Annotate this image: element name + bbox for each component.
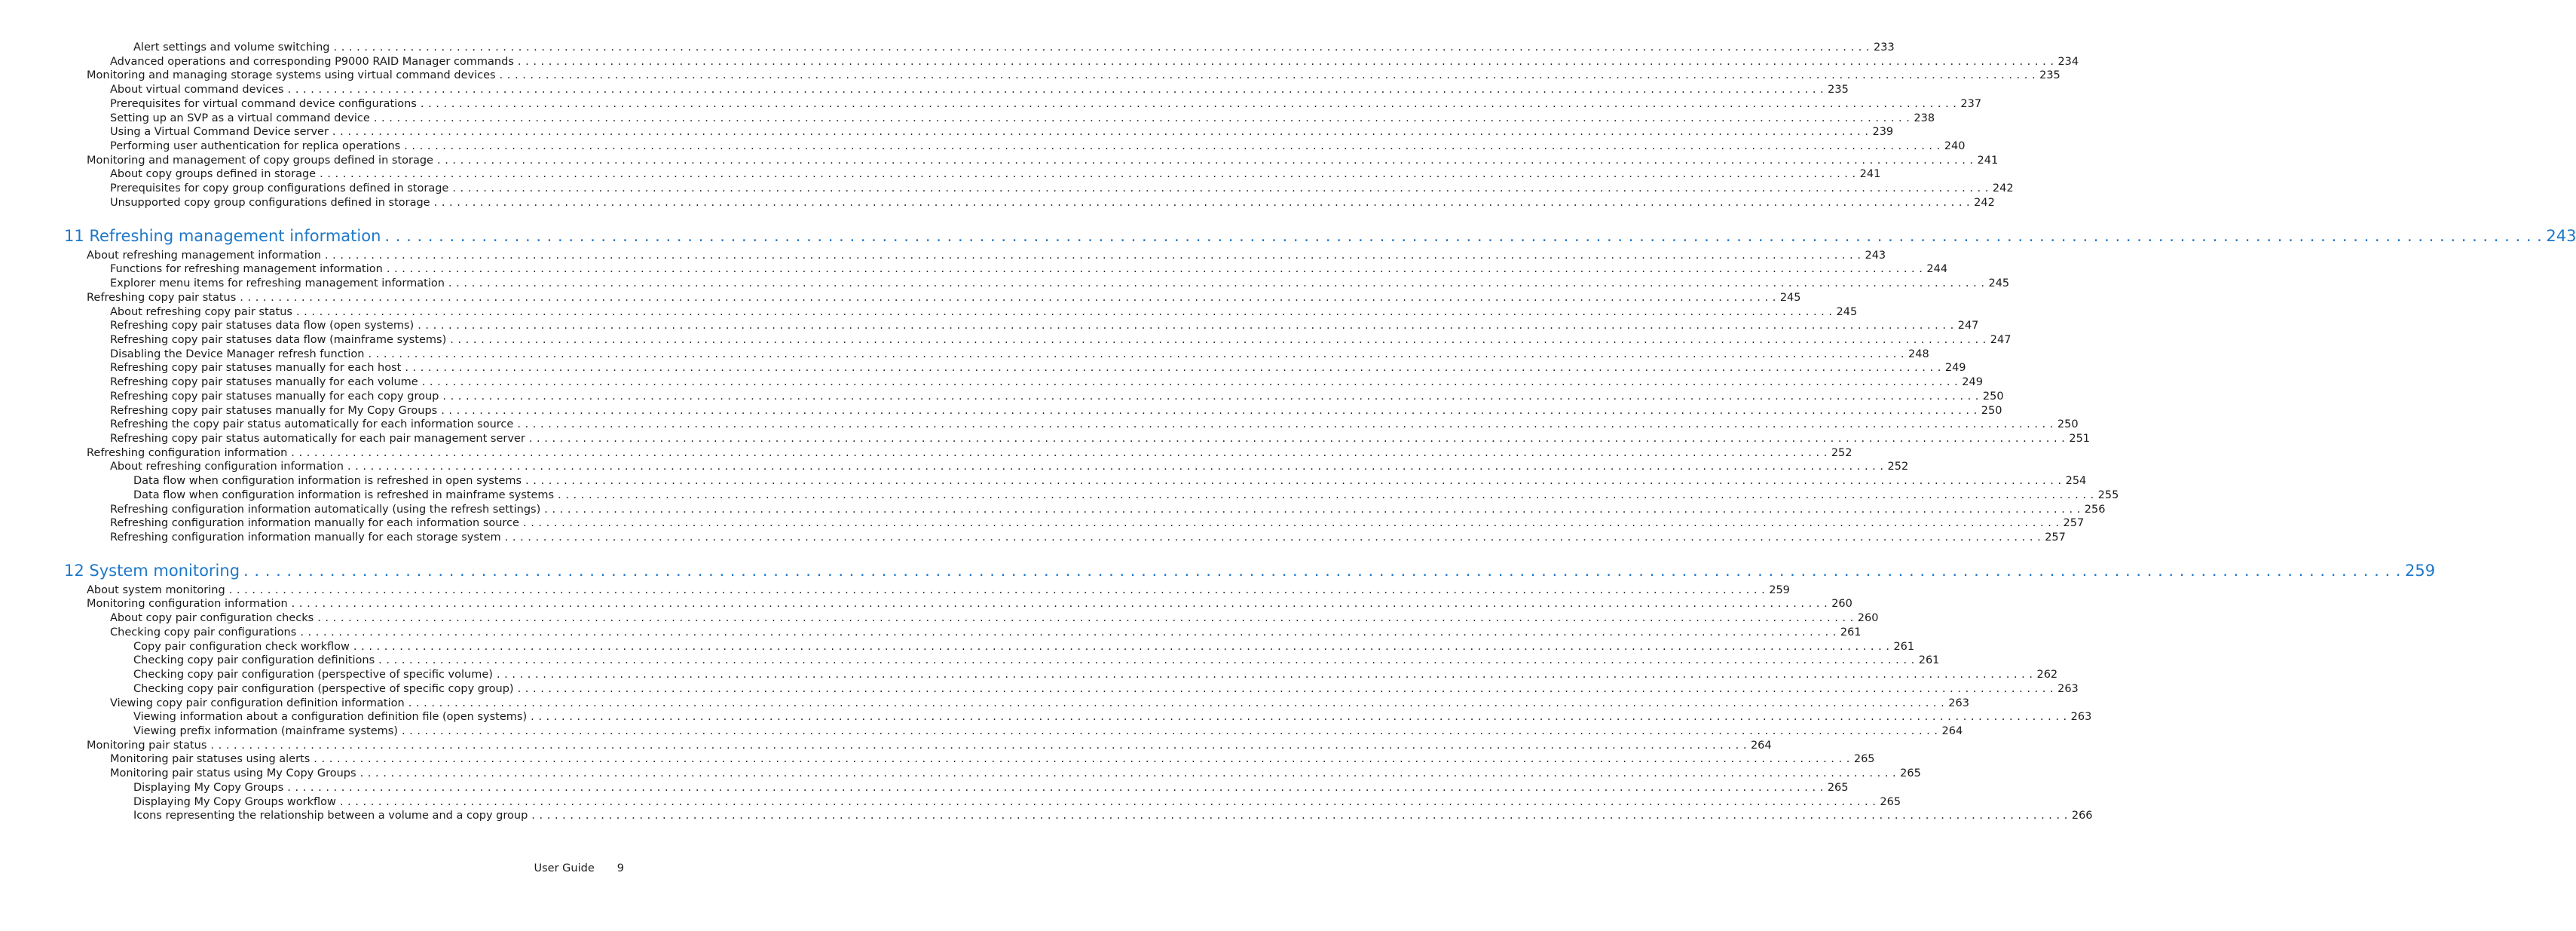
toc-entry-page: 241	[1977, 154, 1999, 167]
toc-chapter-entry[interactable]	[64, 560, 2436, 581]
dot-leader: . . . . . . . . . . . . . . . . . . . . . . . . . . . . . . . . . . . . . . . . . . . . . . . . . . . . . . . . . . . . . . . . . . . . . . . . . . . . . . . . . . . . . . . . . . . . . . . . . . . . . . . . . . . . . . . . . . . . . . . . . . . . . . . . . . . . . . . . . . . . . . . . . . . . . . . . . . . . . . . . . . . . . . . . . . . . . . . . . . . . . . . . . . . . . . . . . . . . . . . .	[295, 305, 1833, 318]
toc-entry[interactable]	[110, 262, 1948, 276]
toc-entry[interactable]	[110, 277, 2010, 290]
toc-entry-page: 260	[1831, 598, 1852, 611]
dot-leader: . . . . . . . . . . . . . . . . . . . . . . . . . . . . . . . . . . . . . . . . . . . . . . . . . . . . . . . . . . . . . . . . . . . . . . . . . . . . . . . . . . . . . . . . . . . . . . . . . . . . . . . . . . . . . . . . . . . . . . . . . . . . . . . . . . . . . . . . . . . . . . . . . . . . . . . . . . . . . . . . . . . . . . . . . . . . . . . . . . . . . . . . . . . . . . . . . . . . . . . .	[442, 390, 1979, 403]
toc-entry[interactable]	[110, 503, 2106, 516]
dot-leader: . . . . . . . . . . . . . . . . . . . . . . . . . . . . . . . . . . . . . . . . . . . . . . . . . . . . . . . . . . . . . . . . . . . . . . . . . . . . . . . . . . . . . . . . . . . . . . . . . . . . . . . . . . . . . . . . . . . . . . . . . . . . . . . . . . . . . . . . . . . . . . . . . . . . . . . . . . . . . . . . . . . . . . . . . . . . . . . . . . . . . . . . . . . . . . . . . . . . . . . .	[404, 140, 1941, 153]
toc-entry[interactable]	[133, 488, 2119, 502]
toc-entry[interactable]	[87, 249, 1886, 262]
toc-entry-page: 247	[1990, 333, 2012, 346]
page-footer	[534, 862, 624, 875]
dot-leader: . . . . . . . . . . . . . . . . . . . . . . . . . . . . . . . . . . . . . . . . . . . . . . . . . . . . . . . . . . . . . . . . . . . . . . . . . . . . . . . . . . . . . . . . . . . . . . . . . . . . . . . . . . . . . . . . . . . . . . . . . . . . . . . . . . . . . . . . . . . . . . . . . . . . . . . . . . . . . . . . . . . . . . . . . . . . . . . . . . . . . . . . . . . . . . . . . . . . . . . .	[433, 196, 1971, 209]
dot-leader: . . . . . . . . . . . . . . . . . . . . . . . . . . . . . . . . . . . . . . . . . . . . . . . . . . . . . . . . . . . . . . . . . . . . . . . . . . . . . . . . . . . . . . . . . . . . . . . . . . . . . . . . . . . . . . . . . . . . . . . . . . . . . . . . . . . . . . . . . . . . . . . . . . . . . . . . . . . . . . . . . . . . . . . . . . . . . . . . . . . . . . . . . . . . . . . . . . . . . . . .	[368, 348, 1905, 360]
toc-entry[interactable]	[110, 139, 1966, 153]
dot-leader: . . . . . . . . . . . . . . . . . . . . . . . . . . . . . . . . . . . . . . . . . . . . . . . . . . . . . . . . . . . . . . . . . . . . . . . . . . . . . . . . . . . . . . . . . . . . . . . . . . . . . . . . . . . . . . . . . . . . . . . . . . . . . . . . . . . . . . . . . . . . . . . . . . . . . . . . . . . . . . . . . . . . . . . . . . . . . . . . . . . . . . . . . . . . . . . . . . . . . . . .	[531, 810, 2068, 822]
dot-leader: . . . . . . . . . . . . . . . . . . . . . . . . . . . . . . . . . . . . . . . . . . . . . . . . . . . . . . . . . . . . . . . . . . . . . . . . . . . . . . . . . . . . . . . . . . . . . . . . . . . . . . . . . . . . . . . . . . . . . . . . . . . . . . . . . . . . . . . . . . . . . . . . . . . . . . . . . . . . . . . . . . . . . . . . . . . . . . . . . . . . . . . . . . . . . . . . . . . . . . . .	[450, 333, 1987, 346]
toc-entry[interactable]	[110, 348, 1929, 361]
toc-entry-page: 265	[1853, 753, 1875, 766]
dot-leader: . . . . . . . . . . . . . . . . . . . . . . . . . . . . . . . . . . . . . . . . . . . . . . . . . . . . . . . . . . . . . . . . . . . . . . . . . . . . . . . . . . . . . . . . . . . . . . . . . . . . . . . . . . . . . . . . . . . . . . . . . . . . . . . . . . . . . . . . . . . . . . . . . . . . . . . . . . . . . . . . . . . . . . . . . . . . . . . . . . . . . . . . . . . . . . . . . . . . . . . .	[558, 488, 2094, 501]
toc-entry[interactable]	[110, 418, 2079, 431]
toc-entry-page: 242	[1974, 196, 1995, 209]
dot-leader: . . . . . . . . . . . . . . . . . . . . . . . . . . . . . . . . . . . . . . . . . . . . . . . . . . . . . . . . . . . . . . . . . . . . . . . . . . . . . . . . . . . . . . . . . . . . . . . . . . . . . . . . . . . . . . . . . . . . . . . . . . . . . . . . . . . . . . . . . . . . . . . . . . . . . . . . . . . . . . . . . . . . . . . . . . . . . . . . . . . . . . . . . . . . . . . . . . . . . . . .	[504, 531, 2042, 544]
toc-entry[interactable]	[133, 474, 2087, 488]
toc-entry-page: 250	[2057, 418, 2079, 431]
toc-entry-title: Checking copy pair configuration (perspective of specific copy group)	[133, 682, 514, 695]
dot-leader: . . . . . . . . . . . . . . . . . . . . . . . . . . . . . . . . . . . . . . . . . . . . . . . . . . . . . . . . . . . . . . . . . . . . . . . . . . . . . . . . . . . . . . . . . . . . . . . . . . . . . . . . . . . . . . . . . . . . . . . . . . . . . . . . . . . . . . . . . . . . . . . . . . . . . . . . . . . . . . . . . . . . . . . . . . . . . . . . . . . . . . . . . . . . . . . . . . . . . . . .	[421, 376, 1959, 389]
toc-entry-page: 241	[1859, 168, 1881, 181]
toc-entry[interactable]	[110, 305, 1858, 319]
toc-entry-page: 235	[1828, 84, 1849, 96]
toc-entry[interactable]	[110, 182, 2014, 195]
toc-entry[interactable]	[110, 125, 1894, 139]
toc-entry[interactable]	[110, 516, 2085, 530]
toc-entry-title: Monitoring and managing storage systems using virtual command devices	[87, 69, 496, 82]
toc-entry-title: About refreshing management information	[87, 249, 321, 262]
dot-leader: . . . . . . . . . . . . . . . . . . . . . . . . . . . . . . . . . . . . . . . . . . . . . . . . . . . . . . . . . . . . . . . . . . . . . . . . . . . . . . . . . . . . . . . . . . . . . . . . . . . . . . . . . . . . . . . . . . . . . . . . . . . . . . . . . . . . . . . . . . . . . . . . . . . . . . . . . . . . . . . . . . . . . . . . . . . . . . . . . . . . . . . . . . . . . . . . . . . . . . . .	[528, 433, 2066, 445]
toc-entry-page: 239	[1872, 126, 1894, 139]
toc-entry-title: About refreshing copy pair status	[110, 305, 292, 318]
toc-entry-page: 256	[2084, 503, 2106, 516]
dot-leader: . . . . . . . . . . . . . . . . . . . . . . . . . . . . . . . . . . . . . . . . . . . . . . . . . . . . . . . . . . . . . . . . . . . . . . . . . . . . . . . . . . . . . . . . . . . . . . . . . . . . . . . . . . . . . . . . . . . . . . . . . . . . . . . . . . . . . . . . . . . . . . . . . . . . . . . . . . . . . . . . . . . . . . . . . . . . . . . . . . . . . . . . . . . . . . . . . . . . . . . .	[517, 418, 2054, 431]
toc-entry[interactable]	[133, 41, 1895, 54]
dot-leader: . . . . . . . . . . . . . . . . . . . . . . . . . . . . . . . . . . . . . . . . . . . . . . . . . . . . . . . . . . . . . . . . . . . . . . . . . . . . . . . . . . . . . . . . . . . . . . . . . . . . . . . . . . . . . . . . . . . . . . . . . . . . . . . . . . . . . . . . . . . . . . . . . . . . . . . . . . . . . . . . . . . . . . . . . . . . . . . . . . . . . . . . . . . . . . . . . . . . . . . .	[240, 291, 1776, 304]
toc-entry[interactable]	[110, 97, 1982, 111]
toc-entry-title: About virtual command devices	[110, 84, 284, 96]
toc-entry-title: Viewing prefix information (mainframe systems)	[133, 724, 398, 737]
toc-entry[interactable]	[110, 611, 1879, 625]
toc-entry-page: 259	[1769, 583, 1790, 596]
toc-entry-title: 11 Refreshing management information	[64, 226, 381, 245]
toc-entry-page: 245	[1836, 305, 1858, 318]
toc-entry-title: Monitoring pair status using My Copy Groups	[110, 767, 356, 780]
toc-entry-page: 249	[1944, 362, 1966, 375]
toc-entry-page: 245	[1988, 277, 2010, 290]
toc-entry-page: 245	[1779, 291, 1801, 304]
toc-entry-page: 259	[2404, 561, 2436, 580]
toc-entry-page: 249	[1962, 376, 1983, 389]
toc-entry[interactable]	[110, 767, 1921, 780]
toc-entry[interactable]	[110, 196, 1995, 210]
toc-entry-page: 261	[1893, 640, 1915, 653]
dot-leader: . . . . . . . . . . . . . . . . . . . . . . . . . . . . . . . . . . . . . . . . . . . . . . . . . . . . . . . . . . . . . . . . . . . . . . . . . . . . . . . . . . . . . . . . . . . . . . . . . . . . . . . . . . . . . . . . . . . . . . . . . . . . . . . . . . . . . . . . . . . . . . . . . . . . . . . . . . . . . . . . . . . . . . . . . . . . . . . . . . . . . . . . . . . . . . . . . . . . . . . .	[420, 97, 1957, 110]
toc-entry-page: 257	[2063, 517, 2085, 530]
toc-chapter-entry[interactable]	[64, 225, 2576, 247]
toc-entry-title: Monitoring configuration information	[87, 598, 288, 611]
toc-entry[interactable]	[133, 668, 2058, 681]
toc-entry[interactable]	[110, 361, 1966, 375]
toc-entry-page: 240	[1944, 140, 1966, 153]
page-number: 9	[616, 862, 624, 874]
toc-entry-title: Displaying My Copy Groups workflow	[133, 795, 336, 808]
toc-entry-title: Viewing information about a configuration definition file (open systems)	[133, 711, 528, 724]
toc-entry[interactable]	[110, 404, 2002, 418]
dot-leader: . . . . . . . . . . . . . . . . . . . . . . . . . . . . . . . . . . . . . . . . . . . . . . . . . . . . . . . . . . . . . . . . . . . . . . . . . . . . . . . . . . . . . . . . . . . . . . . . . . . . . . . . . . . . . . . . . . . . . . . . . . . . . . . . . . . . . . . . . . . . . . . . . . . . . . . . . . . . . . . . . . . . . . . . . . . . . . . . . . . . . . . . . . . . . . . . . . . . . . . .	[531, 711, 2067, 724]
toc-entry-title: Refreshing copy pair statuses manually for each copy group	[110, 390, 439, 403]
dot-leader: . . . . . . . . . . . . . . . . . . . . . . . . . . . . . . . . . . . . . . . . . . . . . . . . . . . . . . . . . . . . . . . . . . . . . . . . . . . . . . . . . . . . . . . . . . . . . . . . . . . . . . . . . . . . . . . . . . . . . . . . . . . . . . . . . . . . . . . . . . . . . . . . . . . . . . . . . . . . . . . . . . . . . . . . . . . . . . . . . . . . . . . . . . . . . . . . . . . . . . . .	[300, 626, 1837, 639]
toc-entry[interactable]	[110, 460, 1909, 473]
toc-entry-title: Refreshing copy pair statuses data flow (mainframe systems)	[110, 333, 447, 346]
toc-entry[interactable]	[133, 710, 2092, 724]
toc-entry[interactable]	[133, 724, 1963, 738]
dot-leader: . . . . . . . . . . . . . . . . . . . . . . . . . . . . . . . . . . . . . . . . . . . . . . . . . . . . . . . . . . . . . . . . . . . . . . . . . . . . . . . . . . . . . . . . . . . . . . . . . . . . . . . . . . . . . . . . . . . . . . . . . . . . . . . . . . . . . . . . . . . . . . . . . . . . . . . . . . . . . . . . . . . . . . . . . . . . . . . . . . . . . . . . . . . . . . . . . . . . . . . .	[291, 598, 1828, 611]
toc-entry-page: 257	[2045, 531, 2066, 544]
toc-entry-title: About copy pair configuration checks	[110, 612, 314, 625]
dot-leader: . . . . . . . . . . . . . . . . . . . . . . . . . . . . . . . . . . . . . . . . . . . . . . . . . . . . . . . . . . . . . . . . . . . . . . . . . . . . . . . . . . . . . . . . . . . . . . . . . . . . . . . . . . . . . . . . . . . . . . . . . . . . . . . . . . . . . . . . . . . . . . . . . . . . . . . . . . . . . . . . . . . . . . . . . . . . . . . . . . . . . . . . . . . . . . . . . . . . . . . .	[320, 168, 1856, 181]
toc-entry[interactable]	[110, 83, 1849, 96]
dot-leader: . . . . . . . . . . . . . . . . . . . . . . . . . . . . . . . . . . . . . . . . . . . . . . . . . . . . . . . . . . . . . . . . . . . . . . . . . . . . . . . . . . . . . . . . . . . . . . . . . . . . . . . . . . . . . . . . . . . . . . . . . . . . . . . . . . . . . . . . . . . . . . . . . . . . . . . . . . . . . . . . . . . . . . . . . . . . . . . . . . . . . . . . . . . . . . . . . . . . . . . .	[384, 226, 2543, 245]
toc-entry-title: Prerequisites for copy group configurations defined in storage	[110, 182, 449, 195]
toc-entry-title: Refreshing copy pair statuses manually for each host	[110, 362, 402, 375]
toc-entry-title: Copy pair configuration check workflow	[133, 640, 350, 653]
toc-entry-title: About copy groups defined in storage	[110, 168, 317, 181]
dot-leader: . . . . . . . . . . . . . . . . . . . . . . . . . . . . . . . . . . . . . . . . . . . . . . . . . . . . . . . . . . . . . . . . . . . . . . . . . . . . . . . . . . . . . . . . . . . . . . . . . . . . . . . . . . . . . . . . . . . . . . . . . . . . . . . . . . . . . . . . . . . . . . . . . . . . . . . . . . . . . . . . . . . . . . . . . . . . . . . . . . . . . . . . . . . . . . . . . . . . . . . .	[287, 781, 1824, 794]
toc-entry[interactable]	[133, 781, 1849, 795]
dot-leader: . . . . . . . . . . . . . . . . . . . . . . . . . . . . . . . . . . . . . . . . . . . . . . . . . . . . . . . . . . . . . . . . . . . . . . . . . . . . . . . . . . . . . . . . . . . . . . . . . . . . . . . . . . . . . . . . . . . . . . . . . . . . . . . . . . . . . . . . . . . . . . . . . . . . . . . . . . . . . . . . . . . . . . . . . . . . . . . . . . . . . . . . . . . . . . . . . . . . . . . .	[522, 517, 2060, 530]
toc-entry-page: 263	[2057, 682, 2079, 695]
toc-entry-title: Refreshing copy pair statuses manually for each volume	[110, 376, 418, 389]
toc-entry[interactable]	[110, 697, 1969, 710]
toc-entry-title: Setting up an SVP as a virtual command device	[110, 112, 370, 124]
toc-entry[interactable]	[133, 654, 1940, 667]
toc-entry-page: 252	[1831, 446, 1852, 459]
toc-entry[interactable]	[110, 626, 1862, 639]
toc-entry-page: 255	[2097, 488, 2119, 501]
toc-entry[interactable]	[87, 291, 1801, 305]
toc-entry-title: Refreshing configuration information manually for each storage system	[110, 531, 501, 544]
dot-leader: . . . . . . . . . . . . . . . . . . . . . . . . . . . . . . . . . . . . . . . . . . . . . . . . . . . . . . . . . . . . . . . . . . . . . . . . . . . . . . . . . . . . . . . . . . . . . . . . . . . . . . . . . . . . . . . . . . . . . . . . . . . . . . . . . . . . . . . . . . . . . . . . . . . . . . . . . . . . . . . . . . . . . . . . . . . . . . . . . . . . . . . . . . . . . . . . . . . . . . . .	[517, 55, 2054, 68]
dot-leader: . . . . . . . . . . . . . . . . . . . . . . . . . . . . . . . . . . . . . . . . . . . . . . . . . . . . . . . . . . . . . . . . . . . . . . . . . . . . . . . . . . . . . . . . . . . . . . . . . . . . . . . . . . . . . . . . . . . . . . . . . . . . . . . . . . . . . . . . . . . . . . . . . . . . . . . . . . . . . . . . . . . . . . . . . . . . . . . . . . . . . . . . . . . . . . . . . . . . . . . .	[496, 669, 2033, 681]
dot-leader: . . . . . . . . . . . . . . . . . . . . . . . . . . . . . . . . . . . . . . . . . . . . . . . . . . . . . . . . . . . . . . . . . . . . . . . . . . . . . . . . . . . . . . . . . . . . . . . . . . . . . . . . . . . . . . . . . . . . . . . . . . . . . . . . . . . . . . . . . . . . . . . . . . . . . . . . . . . . . . . . . . . . . . . . . . . . . . . . . . . . . . . . . . . . . . . . . . . . . . . .	[401, 724, 1938, 737]
toc-entry-page: 264	[1750, 739, 1772, 752]
toc-entry[interactable]	[110, 319, 1979, 332]
toc-entry[interactable]	[110, 167, 1881, 181]
toc-entry-page: 235	[2039, 69, 2060, 82]
dot-leader: . . . . . . . . . . . . . . . . . . . . . . . . . . . . . . . . . . . . . . . . . . . . . . . . . . . . . . . . . . . . . . . . . . . . . . . . . . . . . . . . . . . . . . . . . . . . . . . . . . . . . . . . . . . . . . . . . . . . . . . . . . . . . . . . . . . . . . . . . . . . . . . . . . . . . . . . . . . . . . . . . . . . . . . . . . . . . . . . . . . . . . . . . . . . . . . . . . . . . . . .	[544, 503, 2081, 516]
toc-entry-title: 12 System monitoring	[64, 561, 240, 580]
dot-leader: . . . . . . . . . . . . . . . . . . . . . . . . . . . . . . . . . . . . . . . . . . . . . . . . . . . . . . . . . . . . . . . . . . . . . . . . . . . . . . . . . . . . . . . . . . . . . . . . . . . . . . . . . . . . . . . . . . . . . . . . . . . . . . . . . . . . . . . . . . . . . . . . . . . . . . . . . . . . . . . . . . . . . . . . . . . . . . . . . . . . . . . . . . . . . . . . . . . . . . . .	[339, 795, 1877, 808]
toc-entry-title: Advanced operations and corresponding P9000 RAID Manager commands	[110, 55, 514, 68]
toc-entry-page: 250	[1982, 390, 2004, 403]
dot-leader: . . . . . . . . . . . . . . . . . . . . . . . . . . . . . . . . . . . . . . . . . . . . . . . . . . . . . . . . . . . . . . . . . . . . . . . . . . . . . . . . . . . . . . . . . . . . . . . . . . . . . . . . . . . . . . . . . . . . . . . . . . . . . . . . . . . . . . . . . . . . . . . . . . . . . . . . . . . . . . . . . . . . . . . . . . . . . . . . . . . . . . . . . . . . . . . . . . . . . . . .	[517, 682, 2054, 695]
footer-label: User Guide	[534, 862, 595, 874]
toc-entry-title: Functions for refreshing management information	[110, 263, 383, 276]
toc-entry-title: Alert settings and volume switching	[133, 41, 330, 54]
dot-leader: . . . . . . . . . . . . . . . . . . . . . . . . . . . . . . . . . . . . . . . . . . . . . . . . . . . . . . . . . . . . . . . . . . . . . . . . . . . . . . . . . . . . . . . . . . . . . . . . . . . . . . . . . . . . . . . . . . . . . . . . . . . . . . . . . . . . . . . . . . . . . . . . . . . . . . . . . . . . . . . . . . . . . . . . . . . . . . . . . . . . . . . . . . . . . . . . . . . . . . . .	[436, 154, 1974, 167]
toc-entry[interactable]	[110, 432, 2091, 446]
toc-entry-title: Refreshing the copy pair status automatically for each information source	[110, 418, 514, 431]
toc-entry-title: Refreshing copy pair status	[87, 291, 237, 304]
toc-entry-title: Using a Virtual Command Device server	[110, 126, 329, 139]
toc-entry-page: 243	[1865, 249, 1886, 262]
toc-entry-title: Monitoring pair statuses using alerts	[110, 753, 311, 766]
dot-leader: . . . . . . . . . . . . . . . . . . . . . . . . . . . . . . . . . . . . . . . . . . . . . . . . . . . . . . . . . . . . . . . . . . . . . . . . . . . . . . . . . . . . . . . . . . . . . . . . . . . . . . . . . . . . . . . . . . . . . . . . . . . . . . . . . . . . . . . . . . . . . . . . . . . . . . . . . . . . . . . . . . . . . . . . . . . . . . . . . . . . . . . . . . . . . . . . . . . . . . . .	[324, 249, 1862, 262]
toc-entry-page: 261	[1840, 626, 1862, 639]
dot-leader: . . . . . . . . . . . . . . . . . . . . . . . . . . . . . . . . . . . . . . . . . . . . . . . . . . . . . . . . . . . . . . . . . . . . . . . . . . . . . . . . . . . . . . . . . . . . . . . . . . . . . . . . . . . . . . . . . . . . . . . . . . . . . . . . . . . . . . . . . . . . . . . . . . . . . . . . . . . . . . . . . . . . . . . . . . . . . . . . . . . . . . . . . . . . . . . . . . . . . . . .	[210, 739, 1747, 752]
toc-entry-title: Checking copy pair configuration definitions	[133, 654, 375, 667]
toc-entry-page: 251	[2069, 433, 2091, 445]
toc-entry-page: 242	[1992, 182, 2014, 195]
dot-leader: . . . . . . . . . . . . . . . . . . . . . . . . . . . . . . . . . . . . . . . . . . . . . . . . . . . . . . . . . . . . . . . . . . . . . . . . . . . . . . . . . . . . . . . . . . . . . . . . . . . . . . . . . . . . . . . . . . . . . . . . . . . . . . . . . . . . . . . . . . . . . . . . . . . . . . . . . . . . . . . . . . . . . . . . . . . . . . . . . . . . . . . . . . . . . . . . . . . . . . . .	[291, 446, 1828, 459]
dot-leader: . . . . . . . . . . . . . . . . . . . . . . . . . . . . . . . . . . . . . . . . . . . . . . . . . . . . . . . . . . . . . . . . . . . . . . . . . . . . . . . . . . . . . . . . . . . . . . . . . . . . . . . . . . . . . . . . . . . . . . . . . . . . . . . . . . . . . . . . . . . . . . . . . . . . . . . . . . . . . . . . . . . . . . . . . . . . . . . . . . . . . . . . . . . . . . . . . . . . . . . .	[499, 69, 2036, 82]
dot-leader: . . . . . . . . . . . . . . . . . . . . . . . . . . . . . . . . . . . . . . . . . . . . . . . . . . . . . . . . . . . . . . . . . . . . . . . . . . . . . . . . . . . . . . . . . . . . . . . . . . . . . . . . . . . . . . . . . . . . . . . . . . . . . . . . . . . . . . . . . . . . . . . . . . . . . . . . . . . . . . . . . . . . . . . . . . . . . . . . . . . . . . . . . . . . . . . . . . . . . . . .	[332, 126, 1869, 139]
toc-entry[interactable]	[110, 752, 1875, 766]
toc-entry-title: Performing user authentication for replica operations	[110, 140, 401, 153]
toc-entry-page: 254	[2065, 475, 2087, 488]
toc-entry-title: About refreshing configuration information	[110, 461, 344, 473]
toc-entry-page: 264	[1941, 724, 1963, 737]
dot-leader: . . . . . . . . . . . . . . . . . . . . . . . . . . . . . . . . . . . . . . . . . . . . . . . . . . . . . . . . . . . . . . . . . . . . . . . . . . . . . . . . . . . . . . . . . . . . . . . . . . . . . . . . . . . . . . . . . . . . . . . . . . . . . . . . . . . . . . . . . . . . . . . . . . . . . . . . . . . . . . . . . . . . . . . . . . . . . . . . . . . . . . . . . . . . . . . . . . . . . . . .	[418, 320, 1954, 332]
toc-entry-page: 266	[2071, 810, 2093, 822]
toc-entry-title: Refreshing configuration information	[87, 446, 288, 459]
toc-entry[interactable]	[87, 154, 1999, 167]
toc-entry-page: 262	[2036, 669, 2058, 681]
dot-leader: . . . . . . . . . . . . . . . . . . . . . . . . . . . . . . . . . . . . . . . . . . . . . . . . . . . . . . . . . . . . . . . . . . . . . . . . . . . . . . . . . . . . . . . . . . . . . . . . . . . . . . . . . . . . . . . . . . . . . . . . . . . . . . . . . . . . . . . . . . . . . . . . . . . . . . . . . . . . . . . . . . . . . . . . . . . . . . . . . . . . . . . . . . . . . . . . . . . . . . . .	[452, 182, 1989, 195]
dot-leader: . . . . . . . . . . . . . . . . . . . . . . . . . . . . . . . . . . . . . . . . . . . . . . . . . . . . . . . . . . . . . . . . . . . . . . . . . . . . . . . . . . . . . . . . . . . . . . . . . . . . . . . . . . . . . . . . . . . . . . . . . . . . . . . . . . . . . . . . . . . . . . . . . . . . . . . . . . . . . . . . . . . . . . . . . . . . . . . . . . . . . . . . . . . . . . . . . . . . . . . .	[441, 404, 1978, 417]
toc-entry[interactable]	[87, 446, 1852, 460]
toc-entry[interactable]	[87, 583, 1790, 597]
toc-entry-page: 263	[1948, 697, 1969, 709]
toc-entry[interactable]	[110, 55, 2079, 69]
dot-leader: . . . . . . . . . . . . . . . . . . . . . . . . . . . . . . . . . . . . . . . . . . . . . . . . . . . . . . . . . . . . . . . . . . . . . . . . . . . . . . . . . . . . . . . . . . . . . . . . . . . . . . . . . . . . . . . . . . . . . . . . . . . . . . . . . . . . . . . . . . . . . . . . . . . . . . . . . . . . . . . . . . . . . . . . . . . . . . . . . . . . . . . . . . . . . . . . . . . . . . . .	[333, 41, 1871, 54]
toc-entry-title: About system monitoring	[87, 583, 225, 596]
toc-entry[interactable]	[87, 69, 2060, 82]
toc-entry[interactable]	[87, 739, 1772, 752]
dot-leader: . . . . . . . . . . . . . . . . . . . . . . . . . . . . . . . . . . . . . . . . . . . . . . . . . . . . . . . . . . . . . . . . . . . . . . . . . . . . . . . . . . . . . . . . . . . . . . . . . . . . . . . . . . . . . . . . . . . . . . . . . . . . . . . . . . . . . . . . . . . . . . . . . . . . . . . . . . . . . . . . . . . . . . . . . . . . . . . . . . . . . . . . . . . . . . . . . . . . . . . .	[359, 767, 1897, 780]
toc-entry[interactable]	[133, 682, 2079, 696]
toc-entry-page: 247	[1957, 320, 1979, 332]
toc-entry-title: Displaying My Copy Groups	[133, 781, 284, 794]
toc-entry[interactable]	[110, 333, 2012, 347]
toc-entry-page: 265	[1827, 781, 1849, 794]
toc-entry-page: 243	[2546, 226, 2576, 245]
toc-entry-title: Refreshing copy pair statuses data flow (open systems)	[110, 320, 415, 332]
toc-entry[interactable]	[133, 640, 1915, 654]
dot-leader: . . . . . . . . . . . . . . . . . . . . . . . . . . . . . . . . . . . . . . . . . . . . . . . . . . . . . . . . . . . . . . . . . . . . . . . . . . . . . . . . . . . . . . . . . . . . . . . . . . . . . . . . . . . . . . . . . . . . . . . . . . . . . . . . . . . . . . . . . . . . . . . . . . . . . . . . . . . . . . . . . . . . . . . . . . . . . . . . . . . . . . . . . . . . . . . . . . . . . . . .	[353, 640, 1890, 653]
dot-leader: . . . . . . . . . . . . . . . . . . . . . . . . . . . . . . . . . . . . . . . . . . . . . . . . . . . . . . . . . . . . . . . . . . . . . . . . . . . . . . . . . . . . . . . . . . . . . . . . . . . . . . . . . . . . . . . . . . . . . . . . . . . . . . . . . . . . . . . . . . . . . . . . . . . . . . . . . . . . . . . . . . . . . . . . . . . . . . . . . . . . . . . . . . . . . . . . . . . . . . . .	[314, 753, 1850, 766]
toc-entry-title: Data flow when configuration information is refreshed in mainframe systems	[133, 488, 555, 501]
toc-entry[interactable]	[110, 531, 2066, 544]
toc-entry-title: Viewing copy pair configuration definition information	[110, 697, 405, 709]
dot-leader: . . . . . . . . . . . . . . . . . . . . . . . . . . . . . . . . . . . . . . . . . . . . . . . . . . . . . . . . . . . . . . . . . . . . . . . . . . . . . . . . . . . . . . . . . . . . . . . . . . . . . . . . . . . . . . . . . . . . . . . . . . . . . . . . . . . . . . . . . . . . . . . . . . . . . . . . . . . . . . . . . . . . . . . . . . . . . . . . . . . . . . . . . . . . . . . . . . . . . . . .	[317, 612, 1854, 625]
toc-entry-title: Monitoring pair status	[87, 739, 207, 752]
toc-entry-title: Disabling the Device Manager refresh function	[110, 348, 365, 360]
toc-entry-title: Refreshing configuration information manually for each information source	[110, 517, 519, 530]
dot-leader: . . . . . . . . . . . . . . . . . . . . . . . . . . . . . . . . . . . . . . . . . . . . . . . . . . . . . . . . . . . . . . . . . . . . . . . . . . . . . . . . . . . . . . . . . . . . . . . . . . . . . . . . . . . . . . . . . . . . . . . . . . . . . . . . . . . . . . . . . . . . . . . . . . . . . . . . . . . . . . . . . . . . . . . . . . . . . . . . . . . . . . . . . . . . . . . . . . . . . . . .	[347, 461, 1884, 473]
toc-entry-page: 260	[1857, 612, 1879, 625]
toc-entry-title: Explorer menu items for refreshing management information	[110, 277, 445, 290]
toc-entry[interactable]	[133, 809, 2093, 822]
toc-entry-title: Data flow when configuration information is refreshed in open systems	[133, 475, 522, 488]
toc-entry-page: 237	[1960, 97, 1982, 110]
toc-entry[interactable]	[110, 390, 2004, 403]
toc-entry-title: Checking copy pair configuration (perspective of specific volume)	[133, 669, 493, 681]
dot-leader: . . . . . . . . . . . . . . . . . . . . . . . . . . . . . . . . . . . . . . . . . . . . . . . . . . . . . . . . . . . . . . . . . . . . . . . . . . . . . . . . . . . . . . . . . . . . . . . . . . . . . . . . . . . . . . . . . . . . . . . . . . . . . . . . . . . . . . . . . . . . . . . . . . . . . . . . . . . . . . . . . . . . . . . . . . . . . . . . . . . . . . . . . . . . . . . . . . . . . . . .	[373, 112, 1911, 124]
toc-entry-title: Refreshing copy pair status automatically for each pair management server	[110, 433, 525, 445]
dot-leader: . . . . . . . . . . . . . . . . . . . . . . . . . . . . . . . . . . . . . . . . . . . . . . . . . . . . . . . . . . . . . . . . . . . . . . . . . . . . . . . . . . . . . . . . . . . . . . . . . . . . . . . . . . . . . . . . . . . . . . . . . . . . . . . . . . . . . . . . . . . . . . . . . . . . . . . . . . . . . . . . . . . . . . . . . . . . . . . . . . . . . . . . . . . . . . . . . . . . . . . .	[243, 561, 2401, 580]
dot-leader: . . . . . . . . . . . . . . . . . . . . . . . . . . . . . . . . . . . . . . . . . . . . . . . . . . . . . . . . . . . . . . . . . . . . . . . . . . . . . . . . . . . . . . . . . . . . . . . . . . . . . . . . . . . . . . . . . . . . . . . . . . . . . . . . . . . . . . . . . . . . . . . . . . . . . . . . . . . . . . . . . . . . . . . . . . . . . . . . . . . . . . . . . . . . . . . . . . . . . . . .	[378, 654, 1915, 667]
toc-entry[interactable]	[110, 375, 1983, 389]
toc-entry-title: Refreshing copy pair statuses manually for My Copy Groups	[110, 404, 438, 417]
toc-entry-page: 265	[1880, 795, 1901, 808]
toc-entry-page: 265	[1900, 767, 1921, 780]
toc-entry-page: 233	[1874, 41, 1895, 54]
toc-entry[interactable]	[110, 112, 1935, 125]
toc-entry-page: 244	[1926, 263, 1948, 276]
toc-entry-title: Refreshing configuration information automatically (using the refresh settings)	[110, 503, 541, 516]
toc-entry-title: Monitoring and management of copy groups defined in storage	[87, 154, 433, 167]
toc-entry-page: 263	[2070, 711, 2092, 724]
dot-leader: . . . . . . . . . . . . . . . . . . . . . . . . . . . . . . . . . . . . . . . . . . . . . . . . . . . . . . . . . . . . . . . . . . . . . . . . . . . . . . . . . . . . . . . . . . . . . . . . . . . . . . . . . . . . . . . . . . . . . . . . . . . . . . . . . . . . . . . . . . . . . . . . . . . . . . . . . . . . . . . . . . . . . . . . . . . . . . . . . . . . . . . . . . . . . . . . . . . . . . . .	[228, 583, 1766, 596]
toc-entry-title: Checking copy pair configurations	[110, 626, 297, 639]
dot-leader: . . . . . . . . . . . . . . . . . . . . . . . . . . . . . . . . . . . . . . . . . . . . . . . . . . . . . . . . . . . . . . . . . . . . . . . . . . . . . . . . . . . . . . . . . . . . . . . . . . . . . . . . . . . . . . . . . . . . . . . . . . . . . . . . . . . . . . . . . . . . . . . . . . . . . . . . . . . . . . . . . . . . . . . . . . . . . . . . . . . . . . . . . . . . . . . . . . . . . . . .	[287, 84, 1825, 96]
toc-entry-page: 248	[1908, 348, 1929, 360]
toc-entry-title: Icons representing the relationship between a volume and a copy group	[133, 810, 528, 822]
toc-entry-page: 234	[2057, 55, 2079, 68]
dot-leader: . . . . . . . . . . . . . . . . . . . . . . . . . . . . . . . . . . . . . . . . . . . . . . . . . . . . . . . . . . . . . . . . . . . . . . . . . . . . . . . . . . . . . . . . . . . . . . . . . . . . . . . . . . . . . . . . . . . . . . . . . . . . . . . . . . . . . . . . . . . . . . . . . . . . . . . . . . . . . . . . . . . . . . . . . . . . . . . . . . . . . . . . . . . . . . . . . . . . . . . .	[448, 277, 1985, 290]
toc-entry[interactable]	[133, 795, 1901, 809]
dot-leader: . . . . . . . . . . . . . . . . . . . . . . . . . . . . . . . . . . . . . . . . . . . . . . . . . . . . . . . . . . . . . . . . . . . . . . . . . . . . . . . . . . . . . . . . . . . . . . . . . . . . . . . . . . . . . . . . . . . . . . . . . . . . . . . . . . . . . . . . . . . . . . . . . . . . . . . . . . . . . . . . . . . . . . . . . . . . . . . . . . . . . . . . . . . . . . . . . . . . . . . .	[405, 362, 1941, 375]
toc-entry-title: Unsupported copy group configurations defined in storage	[110, 196, 430, 209]
dot-leader: . . . . . . . . . . . . . . . . . . . . . . . . . . . . . . . . . . . . . . . . . . . . . . . . . . . . . . . . . . . . . . . . . . . . . . . . . . . . . . . . . . . . . . . . . . . . . . . . . . . . . . . . . . . . . . . . . . . . . . . . . . . . . . . . . . . . . . . . . . . . . . . . . . . . . . . . . . . . . . . . . . . . . . . . . . . . . . . . . . . . . . . . . . . . . . . . . . . . . . . .	[408, 697, 1945, 709]
toc-entry-page: 238	[1914, 112, 1935, 124]
dot-leader: . . . . . . . . . . . . . . . . . . . . . . . . . . . . . . . . . . . . . . . . . . . . . . . . . . . . . . . . . . . . . . . . . . . . . . . . . . . . . . . . . . . . . . . . . . . . . . . . . . . . . . . . . . . . . . . . . . . . . . . . . . . . . . . . . . . . . . . . . . . . . . . . . . . . . . . . . . . . . . . . . . . . . . . . . . . . . . . . . . . . . . . . . . . . . . . . . . . . . . . .	[386, 263, 1923, 276]
toc-entry-page: 250	[1981, 404, 2002, 417]
dot-leader: . . . . . . . . . . . . . . . . . . . . . . . . . . . . . . . . . . . . . . . . . . . . . . . . . . . . . . . . . . . . . . . . . . . . . . . . . . . . . . . . . . . . . . . . . . . . . . . . . . . . . . . . . . . . . . . . . . . . . . . . . . . . . . . . . . . . . . . . . . . . . . . . . . . . . . . . . . . . . . . . . . . . . . . . . . . . . . . . . . . . . . . . . . . . . . . . . . . . . . . .	[525, 475, 2062, 488]
toc-entry[interactable]	[87, 597, 1852, 611]
toc-entry-page: 252	[1887, 461, 1909, 473]
toc-entry-title: Prerequisites for virtual command device configurations	[110, 97, 417, 110]
toc-entry-page: 261	[1918, 654, 1940, 667]
